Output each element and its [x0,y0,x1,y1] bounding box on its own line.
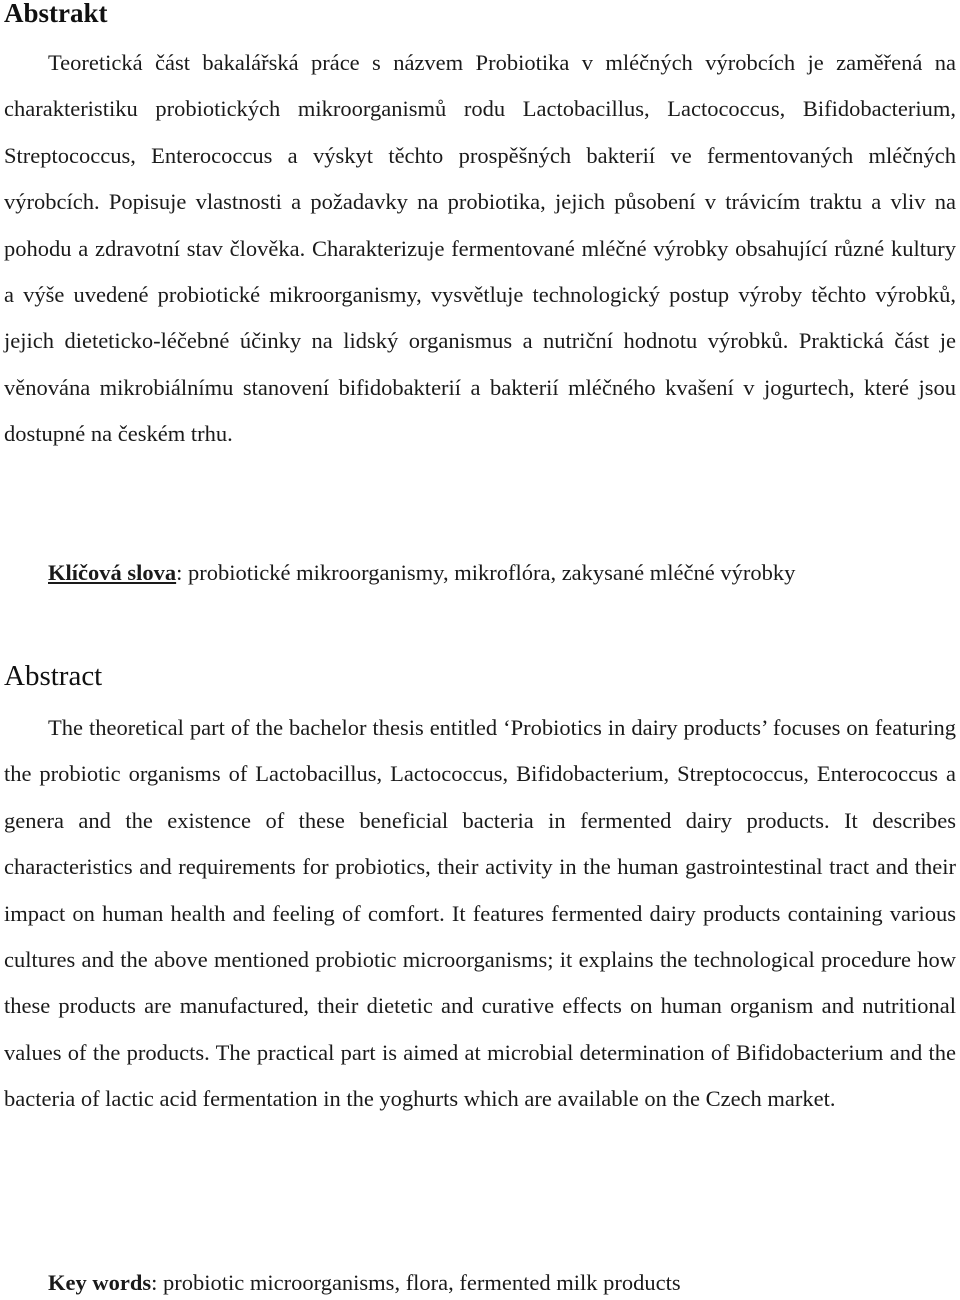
key-words-text: probiotic microorganisms, flora, fermented milk products [163,1270,681,1295]
key-words-label: Key words [48,1270,152,1295]
key-words-separator: : [151,1270,164,1295]
abstrakt-text: Teoretická část bakalářská práce s názvem Probiotika v mléčných výrobcích je zaměřená na charakteristiku probiotických mikroorganismů rodu Lactobacillus, Lactococcus, Bifidobacterium, Streptococcus, Enterococcus a výskyt těchto prospěšných bakterií ve fermentovaných mléčných výrobcích. Popisuje vlastnosti a požadavky na probiotika, jejich působení v trávicím traktu a vliv na pohodu a zdravotní stav člověka. Charakterizuje fermentované mléčné výrobky obsahující různé kultury a výše uvedené probiotické mikroorganismy, vysvětluje technologický postup výroby těchto výrobků, jejich dieteticko-léčebné účinky na lidský organismus a nutriční hodnotu výrobků. Praktická část je věnována mikrobiálnímu stanovení bifidobakterií a bakterií mléčného kvašení v jogurtech, které jsou dostupné na českém trhu. [4,50,956,447]
abstract-text: The theoretical part of the bachelor thesis entitled ‘Probiotics in dairy products’ focuses on featuring the probiotic organisms of Lactobacillus, Lactococcus, Bifidobacterium, Streptococcus, Enterococcus a genera and the existence of these beneficial bacteria in fermented dairy products. It describes characteristics and requirements for probiotics, their activity in the human gastrointestinal tract and their impact on human health and feeling of comfort. It features fermented dairy products containing various cultures and the above mentioned probiotic microorganisms; it explains the technological procedure how these products are manufactured, their dietetic and curative effects on human organism and nutritional values of the products. The practical part is aimed at microbial determination of Bifidobacterium and the bacteria of lactic acid fermentation in the yoghurts which are available on the Czech market. [4,715,956,1112]
klicova-slova-line [48,558,795,588]
abstract-paragraph [4,705,956,1123]
heading-abstract: Abstract [4,660,103,692]
klicova-slova-label: Klíčová slova [48,560,177,585]
heading-abstrakt: Abstrakt [4,0,108,28]
abstrakt-paragraph [4,40,956,458]
klicova-slova-text: probiotické mikroorganismy, mikroflóra, zakysané mléčné výrobky [188,560,796,585]
klicova-slova-separator: : [176,560,189,585]
key-words-line [48,1268,681,1298]
